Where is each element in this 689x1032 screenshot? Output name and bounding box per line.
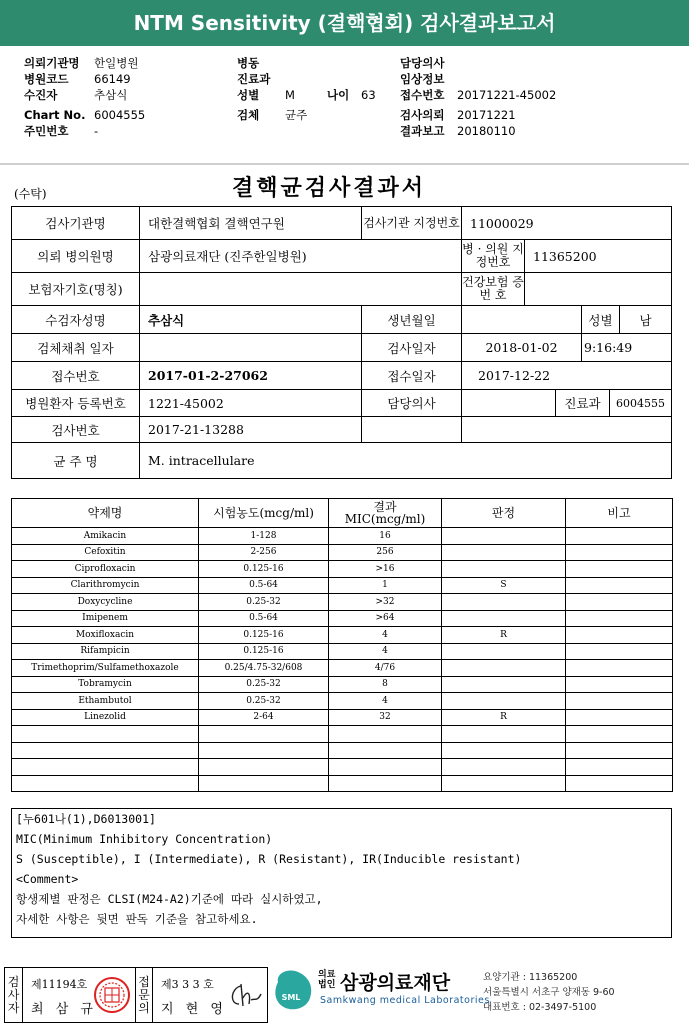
table-cell bbox=[442, 742, 566, 759]
vlabel-char: 의 bbox=[138, 1000, 150, 1015]
table-cell: 1-128 bbox=[199, 528, 329, 545]
form-label: 담당의사 bbox=[362, 390, 462, 417]
note-line: MIC(Minimum Inhibitory Concentration) bbox=[16, 832, 273, 846]
table-cell: 4 bbox=[329, 693, 442, 710]
form-value: 추삼식 bbox=[140, 306, 362, 334]
table-row bbox=[12, 577, 673, 594]
table-cell: 0.25/4.75-32/608 bbox=[199, 660, 329, 677]
column-header: 비고 bbox=[566, 499, 673, 528]
column-header: 약제명 bbox=[12, 499, 199, 528]
table-cell bbox=[442, 643, 566, 660]
table-row bbox=[12, 627, 673, 644]
info-label: 검사의뢰 bbox=[400, 108, 445, 122]
table-row bbox=[12, 709, 673, 726]
form-value: 2018-01-02 bbox=[462, 334, 582, 362]
form-label: 보험자기호(명칭) bbox=[12, 273, 140, 306]
table-row bbox=[12, 561, 673, 578]
form-value: 1221-45002 bbox=[140, 390, 362, 417]
form-value: M. intracellulare bbox=[148, 453, 255, 468]
report-title: NTM Sensitivity (결핵협회) 검사결과보고서 bbox=[0, 0, 689, 46]
document-subtitle: (수탁) bbox=[14, 187, 47, 201]
form-empty bbox=[362, 417, 462, 443]
table-cell: 0.125-16 bbox=[199, 627, 329, 644]
table-cell: 16 bbox=[329, 528, 442, 545]
table-cell bbox=[566, 594, 673, 611]
form-value: 9:16:49 bbox=[582, 334, 671, 362]
examiner-license: 제11194호 bbox=[31, 978, 88, 991]
table-cell bbox=[199, 742, 329, 759]
table-cell bbox=[199, 775, 329, 792]
form-value: 2017-01-2-27062 bbox=[140, 362, 362, 390]
info-col-1 bbox=[24, 55, 145, 139]
form-value: 2017-12-22 bbox=[462, 362, 671, 390]
info-label: 주민번호 bbox=[24, 124, 69, 138]
form-value bbox=[140, 273, 462, 306]
table-header-row bbox=[12, 499, 673, 528]
table-cell bbox=[12, 726, 199, 743]
inquiry-name: 지 현 영 bbox=[161, 1002, 227, 1017]
form-label: 건강보험 증 번 호 bbox=[462, 273, 525, 306]
table-row bbox=[12, 759, 673, 776]
table-cell bbox=[566, 643, 673, 660]
table-cell: Rifampicin bbox=[12, 643, 199, 660]
table-cell bbox=[566, 775, 673, 792]
table-cell: 0.25-32 bbox=[199, 594, 329, 611]
seal-icon bbox=[93, 976, 131, 1014]
form-label: 접수일자 bbox=[362, 362, 462, 390]
table-cell: 4/76 bbox=[329, 660, 442, 677]
form-label: 검사번호 bbox=[12, 417, 140, 443]
table-cell bbox=[12, 759, 199, 776]
table-cell bbox=[442, 610, 566, 627]
vlabel-char: 사 bbox=[7, 987, 20, 1002]
form-value: 11000029 bbox=[462, 207, 671, 240]
note-line: [누601나(1),D6013001] bbox=[16, 812, 156, 826]
note-line: <Comment> bbox=[16, 872, 79, 886]
info-label: 나이 bbox=[327, 88, 350, 102]
info-label: 임상정보 bbox=[400, 72, 445, 86]
table-row bbox=[12, 528, 673, 545]
table-cell bbox=[442, 660, 566, 677]
signature-box bbox=[4, 967, 268, 1023]
form-value: 남 bbox=[620, 306, 671, 334]
patient-form bbox=[11, 206, 672, 479]
form-value bbox=[462, 390, 556, 417]
info-col-3 bbox=[400, 55, 556, 139]
info-value: 20171221 bbox=[457, 108, 516, 122]
form-label: 수검자성명 bbox=[12, 306, 140, 334]
table-cell bbox=[566, 693, 673, 710]
logo-text: SML bbox=[281, 993, 301, 1002]
examiner-label bbox=[5, 968, 23, 1022]
table-cell: 32 bbox=[329, 709, 442, 726]
org-phone: 대표번호 : 02-3497-5100 bbox=[483, 1002, 597, 1013]
table-row bbox=[12, 544, 673, 561]
table-cell bbox=[442, 676, 566, 693]
info-value: 추삼식 bbox=[94, 88, 128, 102]
table-cell: 2-256 bbox=[199, 544, 329, 561]
info-value: 63 bbox=[361, 88, 376, 102]
info-label: 접수번호 bbox=[400, 88, 445, 102]
info-value: 한일병원 bbox=[94, 56, 139, 70]
vlabel-char: 접 bbox=[138, 974, 150, 989]
form-value bbox=[462, 306, 582, 334]
info-value: 6004555 bbox=[94, 108, 146, 122]
info-label: 진료과 bbox=[237, 72, 271, 86]
table-cell bbox=[566, 577, 673, 594]
form-label: 검사기관명 bbox=[12, 207, 140, 240]
info-label: 결과보고 bbox=[400, 124, 445, 138]
table-cell bbox=[442, 726, 566, 743]
table-cell bbox=[442, 693, 566, 710]
table-cell bbox=[442, 561, 566, 578]
info-col-2 bbox=[237, 55, 376, 123]
results-body bbox=[12, 528, 673, 792]
table-cell: Trimethoprim/Sulfamethoxazole bbox=[12, 660, 199, 677]
table-cell bbox=[566, 561, 673, 578]
table-cell bbox=[329, 742, 442, 759]
info-label: 병원코드 bbox=[24, 72, 69, 86]
table-cell bbox=[566, 726, 673, 743]
info-value: M bbox=[285, 88, 295, 102]
table-cell: 0.5-64 bbox=[199, 610, 329, 627]
table-cell: 0.125-16 bbox=[199, 561, 329, 578]
table-cell bbox=[566, 709, 673, 726]
table-row bbox=[12, 594, 673, 611]
info-label: 성별 bbox=[237, 88, 260, 102]
notes-box bbox=[11, 808, 672, 938]
table-cell: >32 bbox=[329, 594, 442, 611]
table-row bbox=[12, 610, 673, 627]
form-label: 생년월일 bbox=[362, 306, 462, 334]
table-cell bbox=[442, 775, 566, 792]
table-cell bbox=[329, 775, 442, 792]
table-cell: 8 bbox=[329, 676, 442, 693]
org-code: 요양기관 : 11365200 bbox=[483, 972, 578, 983]
info-label: Chart No. bbox=[24, 108, 86, 122]
table-cell: Linezolid bbox=[12, 709, 199, 726]
table-cell bbox=[566, 544, 673, 561]
table-row bbox=[12, 775, 673, 792]
form-label: 검체채취 일자 bbox=[12, 334, 140, 362]
table-cell bbox=[566, 742, 673, 759]
table-cell: Moxifloxacin bbox=[12, 627, 199, 644]
table-cell: Doxycycline bbox=[12, 594, 199, 611]
table-cell bbox=[329, 726, 442, 743]
table-cell: Imipenem bbox=[12, 610, 199, 627]
vlabel-char: 자 bbox=[7, 1000, 20, 1015]
form-value: 11365200 bbox=[525, 240, 671, 273]
vlabel-char: 검 bbox=[7, 974, 20, 989]
form-value: 대한결핵협회 결핵연구원 bbox=[140, 207, 362, 240]
table-cell: Tobramycin bbox=[12, 676, 199, 693]
info-label: 병동 bbox=[237, 56, 260, 70]
signature-icon bbox=[227, 980, 263, 1010]
org-prefix: 의료 법인 bbox=[318, 970, 336, 990]
table-cell: Ethambutol bbox=[12, 693, 199, 710]
table-cell: R bbox=[442, 627, 566, 644]
table-cell bbox=[199, 726, 329, 743]
org-name: 삼광의료재단 bbox=[340, 972, 451, 994]
table-cell bbox=[566, 759, 673, 776]
note-line: S (Susceptible), I (Intermediate), R (Resistant), IR(Inducible resistant) bbox=[16, 852, 522, 866]
form-value bbox=[140, 334, 362, 362]
info-value: 20171221-45002 bbox=[457, 88, 557, 102]
table-cell: >16 bbox=[329, 561, 442, 578]
table-cell bbox=[566, 676, 673, 693]
form-label: 균 주 명 bbox=[12, 443, 140, 478]
table-row bbox=[12, 742, 673, 759]
form-value: 삼광의료재단 (진주한일병원) bbox=[140, 240, 462, 273]
table-row bbox=[12, 660, 673, 677]
document-title: 결핵균검사결과서 bbox=[232, 175, 427, 201]
table-cell: 0.25-32 bbox=[199, 693, 329, 710]
table-cell: 2-64 bbox=[199, 709, 329, 726]
table-cell bbox=[199, 759, 329, 776]
table-cell bbox=[566, 660, 673, 677]
info-value: 균주 bbox=[285, 108, 308, 122]
table-cell: Clarithromycin bbox=[12, 577, 199, 594]
table-row bbox=[12, 676, 673, 693]
note-line: 항생제별 판정은 CLSI(M24-A2)기준에 따라 실시하였고, bbox=[16, 892, 323, 906]
form-label: 진료과 bbox=[556, 390, 610, 417]
form-label: 병 · 의원 지정번호 bbox=[462, 240, 525, 273]
inquiry-license: 제3 3 3 호 bbox=[161, 978, 214, 991]
info-value: 66149 bbox=[94, 72, 131, 86]
table-cell bbox=[442, 594, 566, 611]
table-cell bbox=[442, 759, 566, 776]
info-label: 의뢰기관명 bbox=[24, 56, 80, 70]
table-cell: Cefoxitin bbox=[12, 544, 199, 561]
table-cell bbox=[566, 610, 673, 627]
form-label: 의뢰 병의원명 bbox=[12, 240, 140, 273]
table-cell bbox=[442, 544, 566, 561]
table-row bbox=[12, 726, 673, 743]
table-cell: S bbox=[442, 577, 566, 594]
org-english-name: Samkwang medical Laboratories bbox=[320, 995, 490, 1006]
form-value bbox=[525, 273, 671, 306]
column-header: 시험농도(mcg/ml) bbox=[199, 499, 329, 528]
examiner-name: 최 삼 규 bbox=[31, 1002, 97, 1017]
form-label: 성별 bbox=[582, 306, 620, 334]
results-table bbox=[11, 498, 673, 792]
form-label: 검사기관 지정번호 bbox=[362, 207, 462, 240]
table-cell: R bbox=[442, 709, 566, 726]
table-cell: 1 bbox=[329, 577, 442, 594]
sml-logo-icon bbox=[270, 968, 316, 1012]
form-label: 병원환자 등록번호 bbox=[12, 390, 140, 417]
table-cell bbox=[442, 528, 566, 545]
divider bbox=[0, 163, 689, 165]
info-value: - bbox=[94, 124, 99, 138]
table-cell: 256 bbox=[329, 544, 442, 561]
table-cell bbox=[12, 775, 199, 792]
column-header: 결과 MIC(mcg/ml) bbox=[329, 499, 442, 528]
table-cell bbox=[12, 742, 199, 759]
info-label: 검체 bbox=[237, 108, 260, 122]
table-cell: 4 bbox=[329, 627, 442, 644]
inquiry-label bbox=[135, 968, 153, 1022]
vlabel-char: 문 bbox=[138, 987, 150, 1002]
table-cell bbox=[566, 627, 673, 644]
form-label: 검사일자 bbox=[362, 334, 462, 362]
table-cell: 0.25-32 bbox=[199, 676, 329, 693]
info-label: 수진자 bbox=[24, 88, 58, 102]
info-value: 20180110 bbox=[457, 124, 516, 138]
table-row bbox=[12, 693, 673, 710]
table-cell bbox=[566, 528, 673, 545]
table-cell: Ciprofloxacin bbox=[12, 561, 199, 578]
info-label: 담당의사 bbox=[400, 56, 445, 70]
form-value: 2017-21-13288 bbox=[140, 417, 362, 443]
form-empty bbox=[462, 417, 671, 443]
form-label: 접수번호 bbox=[12, 362, 140, 390]
table-cell: 4 bbox=[329, 643, 442, 660]
table-cell: 0.5-64 bbox=[199, 577, 329, 594]
table-row bbox=[12, 643, 673, 660]
table-cell: >64 bbox=[329, 610, 442, 627]
table-cell bbox=[329, 759, 442, 776]
table-cell: Amikacin bbox=[12, 528, 199, 545]
column-header: 판정 bbox=[442, 499, 566, 528]
org-info bbox=[483, 970, 615, 1015]
table-cell: 0.125-16 bbox=[199, 643, 329, 660]
note-line: 자세한 사항은 뒷면 판독 기준을 참고하세요. bbox=[16, 912, 258, 926]
form-value: 6004555 bbox=[610, 390, 671, 417]
org-address: 서울특별시 서초구 양재동 9-60 bbox=[483, 987, 615, 998]
